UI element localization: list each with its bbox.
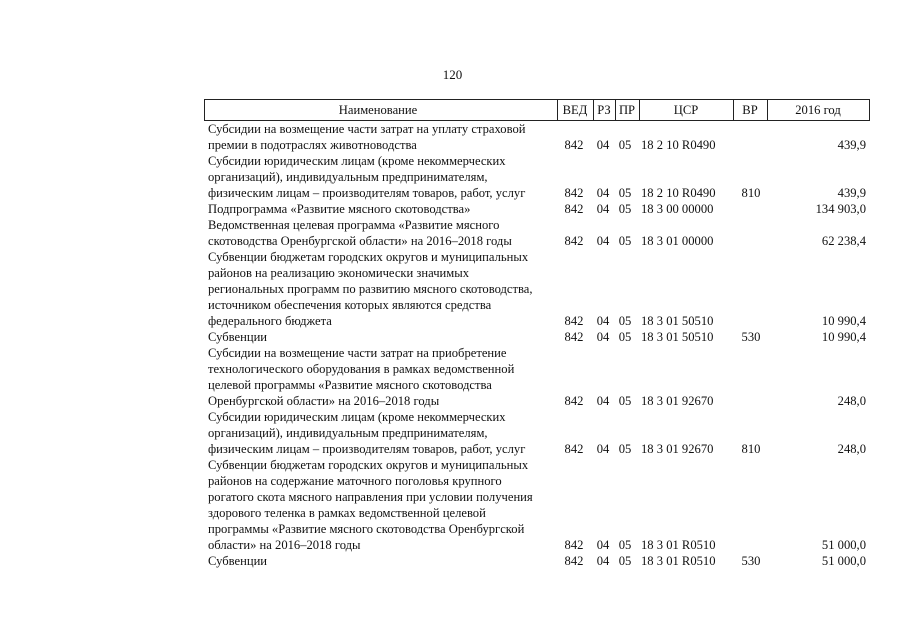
csr-cell: 18 3 01 92670	[641, 442, 714, 456]
table-row	[204, 249, 870, 329]
csr-cell: 18 2 10 R0490	[641, 138, 716, 152]
rz-cell: 04	[596, 554, 610, 568]
ved-cell: 842	[564, 442, 584, 456]
row-name: Субсидии юридическим лицам (кроме некоммерческих организаций), индивидуальным предпринимателям, физическим лицам – производителям товаров, работ, услуг	[208, 154, 526, 200]
row-name: Субвенции бюджетам городских округов и муниципальных районов на содержание маточного поголовья крупного рогатого скота мясного направления при условии получения здорового теленка в рамках ведомственной целевой программы «Развитие мясного скотоводства Оренбургской области» на 2016–2018 годы	[208, 458, 533, 552]
table-row	[204, 457, 870, 553]
amount-cell: 134 903,0	[815, 202, 866, 216]
ved-cell: 842	[564, 234, 584, 248]
csr-cell: 18 3 01 00000	[641, 234, 714, 248]
csr-cell: 18 3 01 R0510	[641, 554, 716, 568]
rz-cell: 04	[596, 442, 610, 456]
amount-cell: 62 238,4	[821, 234, 866, 248]
vr-cell: 810	[741, 442, 761, 456]
csr-cell: 18 3 01 92670	[641, 394, 714, 408]
ved-cell: 842	[564, 330, 584, 344]
row-name: Субвенции	[208, 554, 268, 568]
header-pr: ПР	[618, 103, 636, 117]
table-header	[204, 99, 870, 121]
pr-cell: 05	[618, 442, 632, 456]
pr-cell: 05	[618, 394, 632, 408]
ved-cell: 842	[564, 314, 584, 328]
rz-cell: 04	[596, 234, 610, 248]
table-row	[204, 409, 870, 457]
pr-cell: 05	[618, 138, 632, 152]
rz-cell: 04	[596, 186, 610, 200]
pr-cell: 05	[618, 538, 632, 552]
table-row	[204, 553, 870, 569]
vr-cell: 810	[741, 186, 761, 200]
table-row	[204, 153, 870, 201]
page-number: 120	[442, 67, 463, 82]
header-ved: ВЕД	[562, 103, 588, 117]
ved-cell: 842	[564, 202, 584, 216]
csr-cell: 18 3 01 50510	[641, 330, 714, 344]
amount-cell: 51 000,0	[821, 538, 866, 552]
pr-cell: 05	[618, 234, 632, 248]
table-body	[204, 121, 870, 569]
csr-cell: 18 3 01 50510	[641, 314, 714, 328]
csr-cell: 18 2 10 R0490	[641, 186, 716, 200]
row-name: Подпрограмма «Развитие мясного скотоводства»	[208, 202, 471, 216]
amount-cell: 51 000,0	[821, 554, 866, 568]
header-vr: ВР	[742, 103, 758, 117]
amount-cell: 10 990,4	[821, 314, 866, 328]
table-row	[204, 345, 870, 409]
row-name: Субвенции	[208, 330, 268, 344]
pr-cell: 05	[618, 330, 632, 344]
ved-cell: 842	[564, 554, 584, 568]
rz-cell: 04	[596, 314, 610, 328]
row-name: Субсидии на возмещение части затрат на уплату страховой премии в подотраслях животноводства	[208, 122, 526, 152]
row-name: Ведомственная целевая программа «Развитие мясного скотоводства Оренбургской области» на 2016–2018 годы	[208, 218, 512, 248]
table-row	[204, 329, 870, 345]
header-year: 2016 год	[795, 103, 841, 117]
pr-cell: 05	[618, 314, 632, 328]
row-name: Субвенции бюджетам городских округов и муниципальных районов на реализацию экономически значимых региональных программ по развитию мясного скотоводства, источником обеспечения которых являются средства федерального бюджета	[208, 250, 533, 328]
header-csr: ЦСР	[673, 103, 699, 117]
table-row	[204, 217, 870, 249]
rz-cell: 04	[596, 394, 610, 408]
pr-cell: 05	[618, 202, 632, 216]
vr-cell: 530	[741, 330, 761, 344]
table-row	[204, 121, 870, 153]
amount-cell: 248,0	[837, 394, 866, 408]
amount-cell: 10 990,4	[821, 330, 866, 344]
amount-cell: 248,0	[837, 442, 866, 456]
ved-cell: 842	[564, 394, 584, 408]
rz-cell: 04	[596, 202, 610, 216]
row-name: Субсидии юридическим лицам (кроме некоммерческих организаций), индивидуальным предпринимателям, физическим лицам – производителям товаров, работ, услуг	[208, 410, 526, 456]
header-name: Наименование	[338, 103, 418, 117]
ved-cell: 842	[564, 186, 584, 200]
ved-cell: 842	[564, 538, 584, 552]
pr-cell: 05	[618, 554, 632, 568]
row-name: Субсидии на возмещение части затрат на приобретение технологического оборудования в рамках ведомственной целевой программы «Развитие мясного скотоводства Оренбургской области» на 2016–2018 годы	[208, 346, 515, 408]
ved-cell: 842	[564, 138, 584, 152]
csr-cell: 18 3 01 R0510	[641, 538, 716, 552]
header-rz: РЗ	[597, 103, 611, 117]
rz-cell: 04	[596, 538, 610, 552]
amount-cell: 439,9	[837, 186, 866, 200]
rz-cell: 04	[596, 330, 610, 344]
table-row	[204, 201, 870, 217]
amount-cell: 439,9	[837, 138, 866, 152]
pr-cell: 05	[618, 186, 632, 200]
csr-cell: 18 3 00 00000	[641, 202, 714, 216]
vr-cell: 530	[741, 554, 761, 568]
rz-cell: 04	[596, 138, 610, 152]
budget-table	[204, 99, 870, 569]
